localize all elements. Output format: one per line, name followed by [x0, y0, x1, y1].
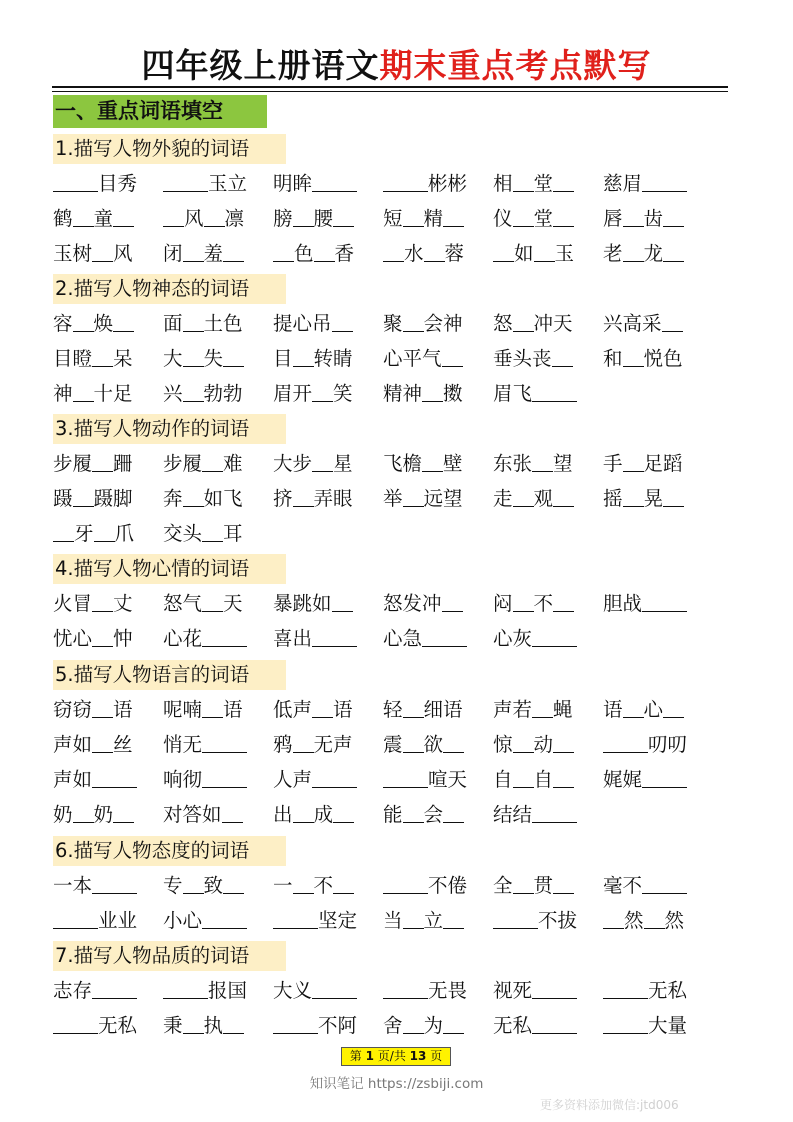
section-heading: 一、重点词语填空	[53, 95, 267, 128]
fill-blank[interactable]	[642, 765, 687, 788]
word-item: 报国	[163, 974, 273, 1008]
fill-blank[interactable]	[513, 871, 534, 894]
fill-blank[interactable]	[202, 906, 247, 929]
fill-blank[interactable]	[403, 730, 424, 753]
fill-blank[interactable]	[273, 906, 318, 929]
fill-blank[interactable]	[312, 624, 357, 647]
fill-blank[interactable]	[623, 204, 644, 227]
fill-blank[interactable]	[534, 239, 555, 262]
fill-blank[interactable]	[532, 379, 577, 402]
fill-blank[interactable]	[312, 449, 333, 472]
word-item: 响彻	[163, 763, 273, 797]
fill-blank[interactable]	[293, 204, 314, 227]
fill-blank[interactable]	[92, 765, 137, 788]
word-item: 闷 不	[493, 587, 603, 621]
fill-blank[interactable]	[553, 169, 574, 192]
fill-blank[interactable]	[644, 906, 665, 929]
word-item: 手 足蹈	[603, 447, 713, 481]
fill-blank[interactable]	[202, 624, 247, 647]
fill-blank[interactable]	[553, 484, 574, 507]
fill-blank[interactable]	[403, 1011, 424, 1034]
fill-blank[interactable]	[333, 204, 354, 227]
word-item: 闭 羞	[163, 237, 273, 271]
word-item: 色 香	[273, 237, 383, 271]
fill-blank[interactable]	[383, 871, 428, 894]
fill-blank[interactable]	[443, 730, 464, 753]
page-current: 1	[365, 1049, 374, 1063]
word-item: 胆战	[603, 587, 713, 621]
fill-blank[interactable]	[513, 589, 534, 612]
word-item: 神 十足	[53, 377, 163, 411]
page-total: 13	[409, 1049, 427, 1063]
word-item: 声如 丝	[53, 728, 163, 762]
word-item: 容 焕	[53, 307, 163, 341]
fill-blank[interactable]	[92, 449, 113, 472]
fill-blank[interactable]	[183, 309, 204, 332]
word-item: 彬彬	[383, 167, 493, 201]
word-item: 心平气	[383, 342, 493, 376]
fill-blank[interactable]	[73, 309, 94, 332]
fill-blank[interactable]	[623, 449, 644, 472]
word-item: 如 玉	[493, 237, 603, 271]
fill-blank[interactable]	[163, 976, 208, 999]
word-item: 出 成	[273, 798, 383, 832]
word-item: 结结	[493, 798, 603, 832]
fill-blank[interactable]	[163, 169, 208, 192]
word-item: 专 致	[163, 869, 273, 903]
word-item: 喜出	[273, 622, 383, 656]
fill-blank[interactable]	[663, 484, 684, 507]
word-item: 全 贯	[493, 869, 603, 903]
word-item: 膀 腰	[273, 202, 383, 236]
title-part-red: 期末重点考点默写	[379, 46, 652, 85]
fill-blank[interactable]	[532, 800, 577, 823]
fill-blank[interactable]	[403, 800, 424, 823]
word-item: 无私	[493, 1009, 603, 1043]
fill-blank[interactable]	[273, 239, 294, 262]
word-row	[53, 517, 713, 551]
word-item: 不倦	[383, 869, 493, 903]
word-row	[53, 693, 713, 727]
fill-blank[interactable]	[623, 695, 644, 718]
word-item: 对答如	[163, 798, 273, 832]
subsection-heading: 2.描写人物神态的词语	[53, 274, 286, 304]
fill-blank[interactable]	[383, 765, 428, 788]
subsection-heading: 1.描写人物外貌的词语	[53, 134, 286, 164]
fill-blank[interactable]	[442, 589, 463, 612]
word-item: 忧心 忡	[53, 622, 163, 656]
fill-blank[interactable]	[202, 449, 223, 472]
fill-blank[interactable]	[422, 449, 443, 472]
fill-blank[interactable]	[603, 976, 648, 999]
word-row	[53, 622, 713, 656]
word-item: 目瞪 呆	[53, 342, 163, 376]
word-item: 毫不	[603, 869, 713, 903]
fill-blank[interactable]	[383, 976, 428, 999]
word-item: 喧天	[383, 763, 493, 797]
fill-blank[interactable]	[403, 695, 424, 718]
fill-blank[interactable]	[92, 695, 113, 718]
title-rule-thin	[52, 91, 728, 92]
title-part-black: 四年级上册语文	[141, 46, 380, 85]
word-row	[53, 482, 713, 516]
word-row	[53, 307, 713, 341]
word-item: 大 失	[163, 342, 273, 376]
fill-blank[interactable]	[202, 730, 247, 753]
word-item: 志存	[53, 974, 163, 1008]
fill-blank[interactable]	[532, 449, 553, 472]
fill-blank[interactable]	[333, 871, 354, 894]
word-item: 精神 擞	[383, 377, 493, 411]
fill-blank[interactable]	[312, 695, 333, 718]
word-item: 和 悦色	[603, 342, 713, 376]
fill-blank[interactable]	[73, 379, 94, 402]
fill-blank[interactable]	[333, 800, 354, 823]
word-item: 唇 齿	[603, 202, 713, 236]
word-item: 眉开 笑	[273, 377, 383, 411]
fill-blank[interactable]	[223, 1011, 244, 1034]
word-item: 举 远望	[383, 482, 493, 516]
word-item: 无畏	[383, 974, 493, 1008]
fill-blank[interactable]	[312, 169, 357, 192]
word-row	[53, 869, 713, 903]
word-item: 牙 爪	[53, 517, 163, 551]
word-item: 大量	[603, 1009, 713, 1043]
word-item: 短 精	[383, 202, 493, 236]
word-item: 明眸	[273, 167, 383, 201]
fill-blank[interactable]	[53, 906, 98, 929]
word-item: 娓娓	[603, 763, 713, 797]
fill-blank[interactable]	[403, 906, 424, 929]
fill-blank[interactable]	[553, 204, 574, 227]
word-item: 舍 为	[383, 1009, 493, 1043]
fill-blank[interactable]	[424, 239, 445, 262]
word-item: 飞檐 壁	[383, 447, 493, 481]
fill-blank[interactable]	[603, 1011, 648, 1034]
fill-blank[interactable]	[92, 871, 137, 894]
word-item: 声如	[53, 763, 163, 797]
fill-blank[interactable]	[202, 589, 223, 612]
word-item: 水 蓉	[383, 237, 493, 271]
word-item: 怒 冲天	[493, 307, 603, 341]
word-item: 风 凛	[163, 202, 273, 236]
fill-blank[interactable]	[113, 204, 134, 227]
fill-blank[interactable]	[183, 1011, 204, 1034]
word-item: 不阿	[273, 1009, 383, 1043]
fill-blank[interactable]	[642, 871, 687, 894]
word-item: 步履 难	[163, 447, 273, 481]
word-item: 交头 耳	[163, 517, 273, 551]
word-item: 慈眉	[603, 167, 713, 201]
fill-blank[interactable]	[513, 484, 534, 507]
fill-blank[interactable]	[553, 765, 574, 788]
fill-blank[interactable]	[92, 344, 113, 367]
subsection-heading: 6.描写人物态度的词语	[53, 836, 286, 866]
fill-blank[interactable]	[443, 204, 464, 227]
word-item: 玉树 风	[53, 237, 163, 271]
fill-blank[interactable]	[422, 624, 467, 647]
word-item: 东张 望	[493, 447, 603, 481]
fill-blank[interactable]	[92, 730, 113, 753]
word-item: 自 自	[493, 763, 603, 797]
fill-blank[interactable]	[312, 379, 333, 402]
word-row	[53, 1009, 713, 1043]
word-item: 走 观	[493, 482, 603, 516]
word-item: 火冒 丈	[53, 587, 163, 621]
word-item: 呢喃 语	[163, 693, 273, 727]
word-item: 心急	[383, 622, 493, 656]
word-item: 目 转睛	[273, 342, 383, 376]
word-row	[53, 728, 713, 762]
fill-blank[interactable]	[183, 871, 204, 894]
fill-blank[interactable]	[422, 379, 443, 402]
fill-blank[interactable]	[204, 204, 225, 227]
fill-blank[interactable]	[183, 239, 204, 262]
word-item: 轻 细语	[383, 693, 493, 727]
word-item: 奔 如飞	[163, 482, 273, 516]
fill-blank[interactable]	[293, 800, 314, 823]
subsection-heading: 7.描写人物品质的词语	[53, 941, 286, 971]
page-indicator	[341, 1047, 451, 1066]
fill-blank[interactable]	[183, 379, 204, 402]
fill-blank[interactable]	[92, 589, 113, 612]
fill-blank[interactable]	[513, 765, 534, 788]
word-item: 秉 执	[163, 1009, 273, 1043]
fill-blank[interactable]	[293, 871, 314, 894]
fill-blank[interactable]	[442, 344, 463, 367]
word-row	[53, 904, 713, 938]
title-rule-thick	[52, 86, 728, 88]
fill-blank[interactable]	[383, 169, 428, 192]
word-item: 无私	[53, 1009, 163, 1043]
word-item: 业业	[53, 904, 163, 938]
word-item: 大步 星	[273, 447, 383, 481]
fill-blank[interactable]	[553, 871, 574, 894]
fill-blank[interactable]	[532, 624, 577, 647]
fill-blank[interactable]	[223, 239, 244, 262]
subsection-heading: 3.描写人物动作的词语	[53, 414, 286, 444]
fill-blank[interactable]	[312, 765, 357, 788]
fill-blank[interactable]	[403, 309, 424, 332]
word-item: 相 堂	[493, 167, 603, 201]
fill-blank[interactable]	[202, 519, 223, 542]
fill-blank[interactable]	[312, 976, 357, 999]
fill-blank[interactable]	[293, 484, 314, 507]
word-item: 面 土色	[163, 307, 273, 341]
word-item: 一本	[53, 869, 163, 903]
fill-blank[interactable]	[532, 1011, 577, 1034]
word-item: 小心	[163, 904, 273, 938]
word-item: 摇 晃	[603, 482, 713, 516]
fill-blank[interactable]	[53, 1011, 98, 1034]
subsection-heading: 4.描写人物心情的词语	[53, 554, 286, 584]
fill-blank[interactable]	[223, 871, 244, 894]
fill-blank[interactable]	[92, 976, 137, 999]
fill-blank[interactable]	[493, 239, 514, 262]
word-row	[53, 974, 713, 1008]
word-item: 叨叨	[603, 728, 713, 762]
fill-blank[interactable]	[443, 906, 464, 929]
fill-blank[interactable]	[183, 344, 204, 367]
subsection-heading: 5.描写人物语言的词语	[53, 660, 286, 690]
word-item: 垂头丧	[493, 342, 603, 376]
page-title	[0, 40, 793, 86]
word-item: 语 心	[603, 693, 713, 727]
fill-blank[interactable]	[273, 1011, 318, 1034]
fill-blank[interactable]	[443, 800, 464, 823]
word-item: 心花	[163, 622, 273, 656]
word-item: 震 欲	[383, 728, 493, 762]
fill-blank[interactable]	[623, 484, 644, 507]
word-item: 不拔	[493, 904, 603, 938]
fill-blank[interactable]	[223, 344, 244, 367]
fill-blank[interactable]	[663, 239, 684, 262]
word-item: 挤 弄眼	[273, 482, 383, 516]
word-item: 步履 跚	[53, 447, 163, 481]
word-item: 人声	[273, 763, 383, 797]
word-item: 奶 奶	[53, 798, 163, 832]
page-suffix: 页	[430, 1049, 443, 1063]
word-item: 兴高采	[603, 307, 713, 341]
word-item: 然 然	[603, 904, 713, 938]
word-item: 怒发冲	[383, 587, 493, 621]
word-row	[53, 167, 713, 201]
word-row	[53, 587, 713, 621]
word-item: 窃窃 语	[53, 693, 163, 727]
word-item: 惊 动	[493, 728, 603, 762]
word-item: 声若 蝇	[493, 693, 603, 727]
fill-blank[interactable]	[603, 730, 648, 753]
fill-blank[interactable]	[532, 695, 553, 718]
fill-blank[interactable]	[493, 906, 538, 929]
fill-blank[interactable]	[642, 589, 687, 612]
word-item: 目秀	[53, 167, 163, 201]
fill-blank[interactable]	[113, 800, 134, 823]
word-item: 眉飞	[493, 377, 603, 411]
fill-blank[interactable]	[403, 484, 424, 507]
word-item: 老 龙	[603, 237, 713, 271]
fill-blank[interactable]	[403, 204, 424, 227]
fill-blank[interactable]	[73, 484, 94, 507]
fill-blank[interactable]	[293, 730, 314, 753]
fill-blank[interactable]	[94, 519, 115, 542]
fill-blank[interactable]	[73, 800, 94, 823]
word-item: 怒气 天	[163, 587, 273, 621]
word-row	[53, 447, 713, 481]
fill-blank[interactable]	[222, 800, 243, 823]
page-prefix: 第	[349, 1049, 362, 1063]
fill-blank[interactable]	[53, 169, 98, 192]
word-row	[53, 342, 713, 376]
fill-blank[interactable]	[553, 589, 574, 612]
footer-site: 知识笔记 https://zsbiji.com	[309, 1076, 484, 1092]
word-item: 鸦 无声	[273, 728, 383, 762]
fill-blank[interactable]	[532, 976, 577, 999]
fill-blank[interactable]	[642, 169, 687, 192]
word-item: 低声 语	[273, 693, 383, 727]
word-item: 兴 勃勃	[163, 377, 273, 411]
fill-blank[interactable]	[314, 239, 335, 262]
fill-blank[interactable]	[603, 906, 624, 929]
word-row	[53, 377, 713, 411]
fill-blank[interactable]	[53, 519, 74, 542]
fill-blank[interactable]	[73, 204, 94, 227]
word-item: 蹑 蹑脚	[53, 482, 163, 516]
fill-blank[interactable]	[332, 589, 353, 612]
fill-blank[interactable]	[513, 204, 534, 227]
word-item: 当 立	[383, 904, 493, 938]
fill-blank[interactable]	[383, 239, 404, 262]
fill-blank[interactable]	[202, 765, 247, 788]
fill-blank[interactable]	[552, 344, 573, 367]
word-item: 玉立	[163, 167, 273, 201]
watermark-text: 更多资料添加微信:jtd006	[540, 1098, 679, 1112]
word-row	[53, 202, 713, 236]
word-item: 仪 堂	[493, 202, 603, 236]
word-item: 无私	[603, 974, 713, 1008]
word-item: 鹤 童	[53, 202, 163, 236]
word-row	[53, 798, 713, 832]
word-item: 大义	[273, 974, 383, 1008]
word-row	[53, 237, 713, 271]
word-item: 视死	[493, 974, 603, 1008]
fill-blank[interactable]	[553, 730, 574, 753]
word-item: 心灰	[493, 622, 603, 656]
fill-blank[interactable]	[663, 695, 684, 718]
word-item: 暴跳如	[273, 587, 383, 621]
fill-blank[interactable]	[513, 309, 534, 332]
word-item: 一 不	[273, 869, 383, 903]
word-row	[53, 763, 713, 797]
fill-blank[interactable]	[662, 309, 683, 332]
word-item: 坚定	[273, 904, 383, 938]
fill-blank[interactable]	[513, 730, 534, 753]
fill-blank[interactable]	[113, 309, 134, 332]
fill-blank[interactable]	[623, 344, 644, 367]
fill-blank[interactable]	[513, 169, 534, 192]
page-mid: 页/共	[377, 1049, 406, 1063]
fill-blank[interactable]	[183, 484, 204, 507]
word-item: 提心吊	[273, 307, 383, 341]
fill-blank[interactable]	[293, 344, 314, 367]
word-item: 悄无	[163, 728, 273, 762]
fill-blank[interactable]	[92, 624, 113, 647]
fill-blank[interactable]	[443, 1011, 464, 1034]
fill-blank[interactable]	[332, 309, 353, 332]
fill-blank[interactable]	[163, 204, 184, 227]
fill-blank[interactable]	[663, 204, 684, 227]
fill-blank[interactable]	[92, 239, 113, 262]
word-item: 聚 会神	[383, 307, 493, 341]
fill-blank[interactable]	[623, 239, 644, 262]
word-item: 能 会	[383, 798, 493, 832]
fill-blank[interactable]	[202, 695, 223, 718]
